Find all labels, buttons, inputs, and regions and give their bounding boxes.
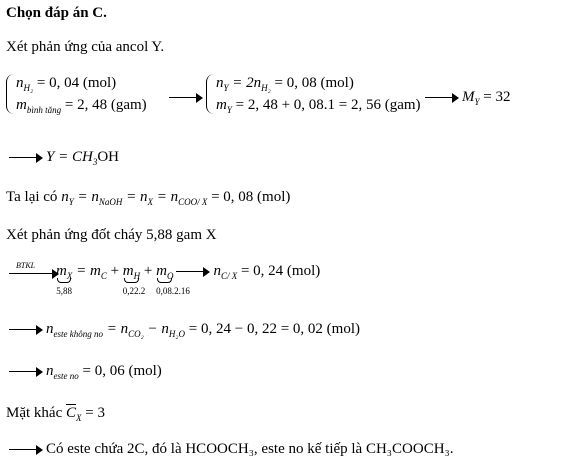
molar-mass-result: $M_Y = 32$ [422, 88, 510, 107]
btkl-arrow: BTKL [6, 263, 56, 281]
eq-mbinh: $m_{bình tăng} = 2$, 48 (gam) [16, 97, 147, 115]
unsaturated-ester-moles: $n_{este không no} = n_{CO_2} - n_{H_2O} = 0$, 24 − 0, 22 = 0, 02 (mol) [6, 320, 360, 339]
conclusion: Có este chứa 2C, đó là HCOOCH₃, este no kế tiếp là CH₃COOCH₃. [6, 440, 454, 458]
saturated-ester-moles: $n_{este no} = 0$, 06 (mol) [6, 362, 162, 381]
left-brace [6, 74, 15, 114]
system-2 [206, 72, 426, 118]
mass-balance: BTKL $m_X$ 5,88 = $m_C + m_H$ 0,22.2 + $m_O$ 0,08.2.16 $n_{C/ X} = 0$, 24 (mol) [6, 262, 320, 281]
average-carbon: Mặt khác $\overline{C}_X = 3$ [6, 405, 105, 423]
y-formula: $Y = CH_3OH$ [6, 148, 119, 167]
eq-ny: $n_Y = 2n_{H_2} = 0$, 08 (mol) [216, 75, 354, 93]
eq-nh2: $n_{H_2} = 0$, 04 (mol) [16, 75, 117, 93]
left-brace [206, 74, 215, 114]
answer-title: Chọn đáp án C. [6, 5, 107, 21]
ancol-reaction-heading: Xét phản ứng của ancol Y. [6, 39, 165, 55]
arrow-1 [166, 88, 206, 106]
eq-my: $m_Y = 2$, 48 + 0, 08.1 = 2, 56 (gam) [216, 97, 421, 115]
system-1 [6, 72, 166, 118]
combustion-heading: Xét phản ứng đốt cháy 5,88 gam X [6, 227, 217, 243]
mole-equality: Ta lại có $n_Y = n_{NaOH} = n_X = n_{COO/ X} = 0$, 08 (mol) [6, 189, 291, 207]
